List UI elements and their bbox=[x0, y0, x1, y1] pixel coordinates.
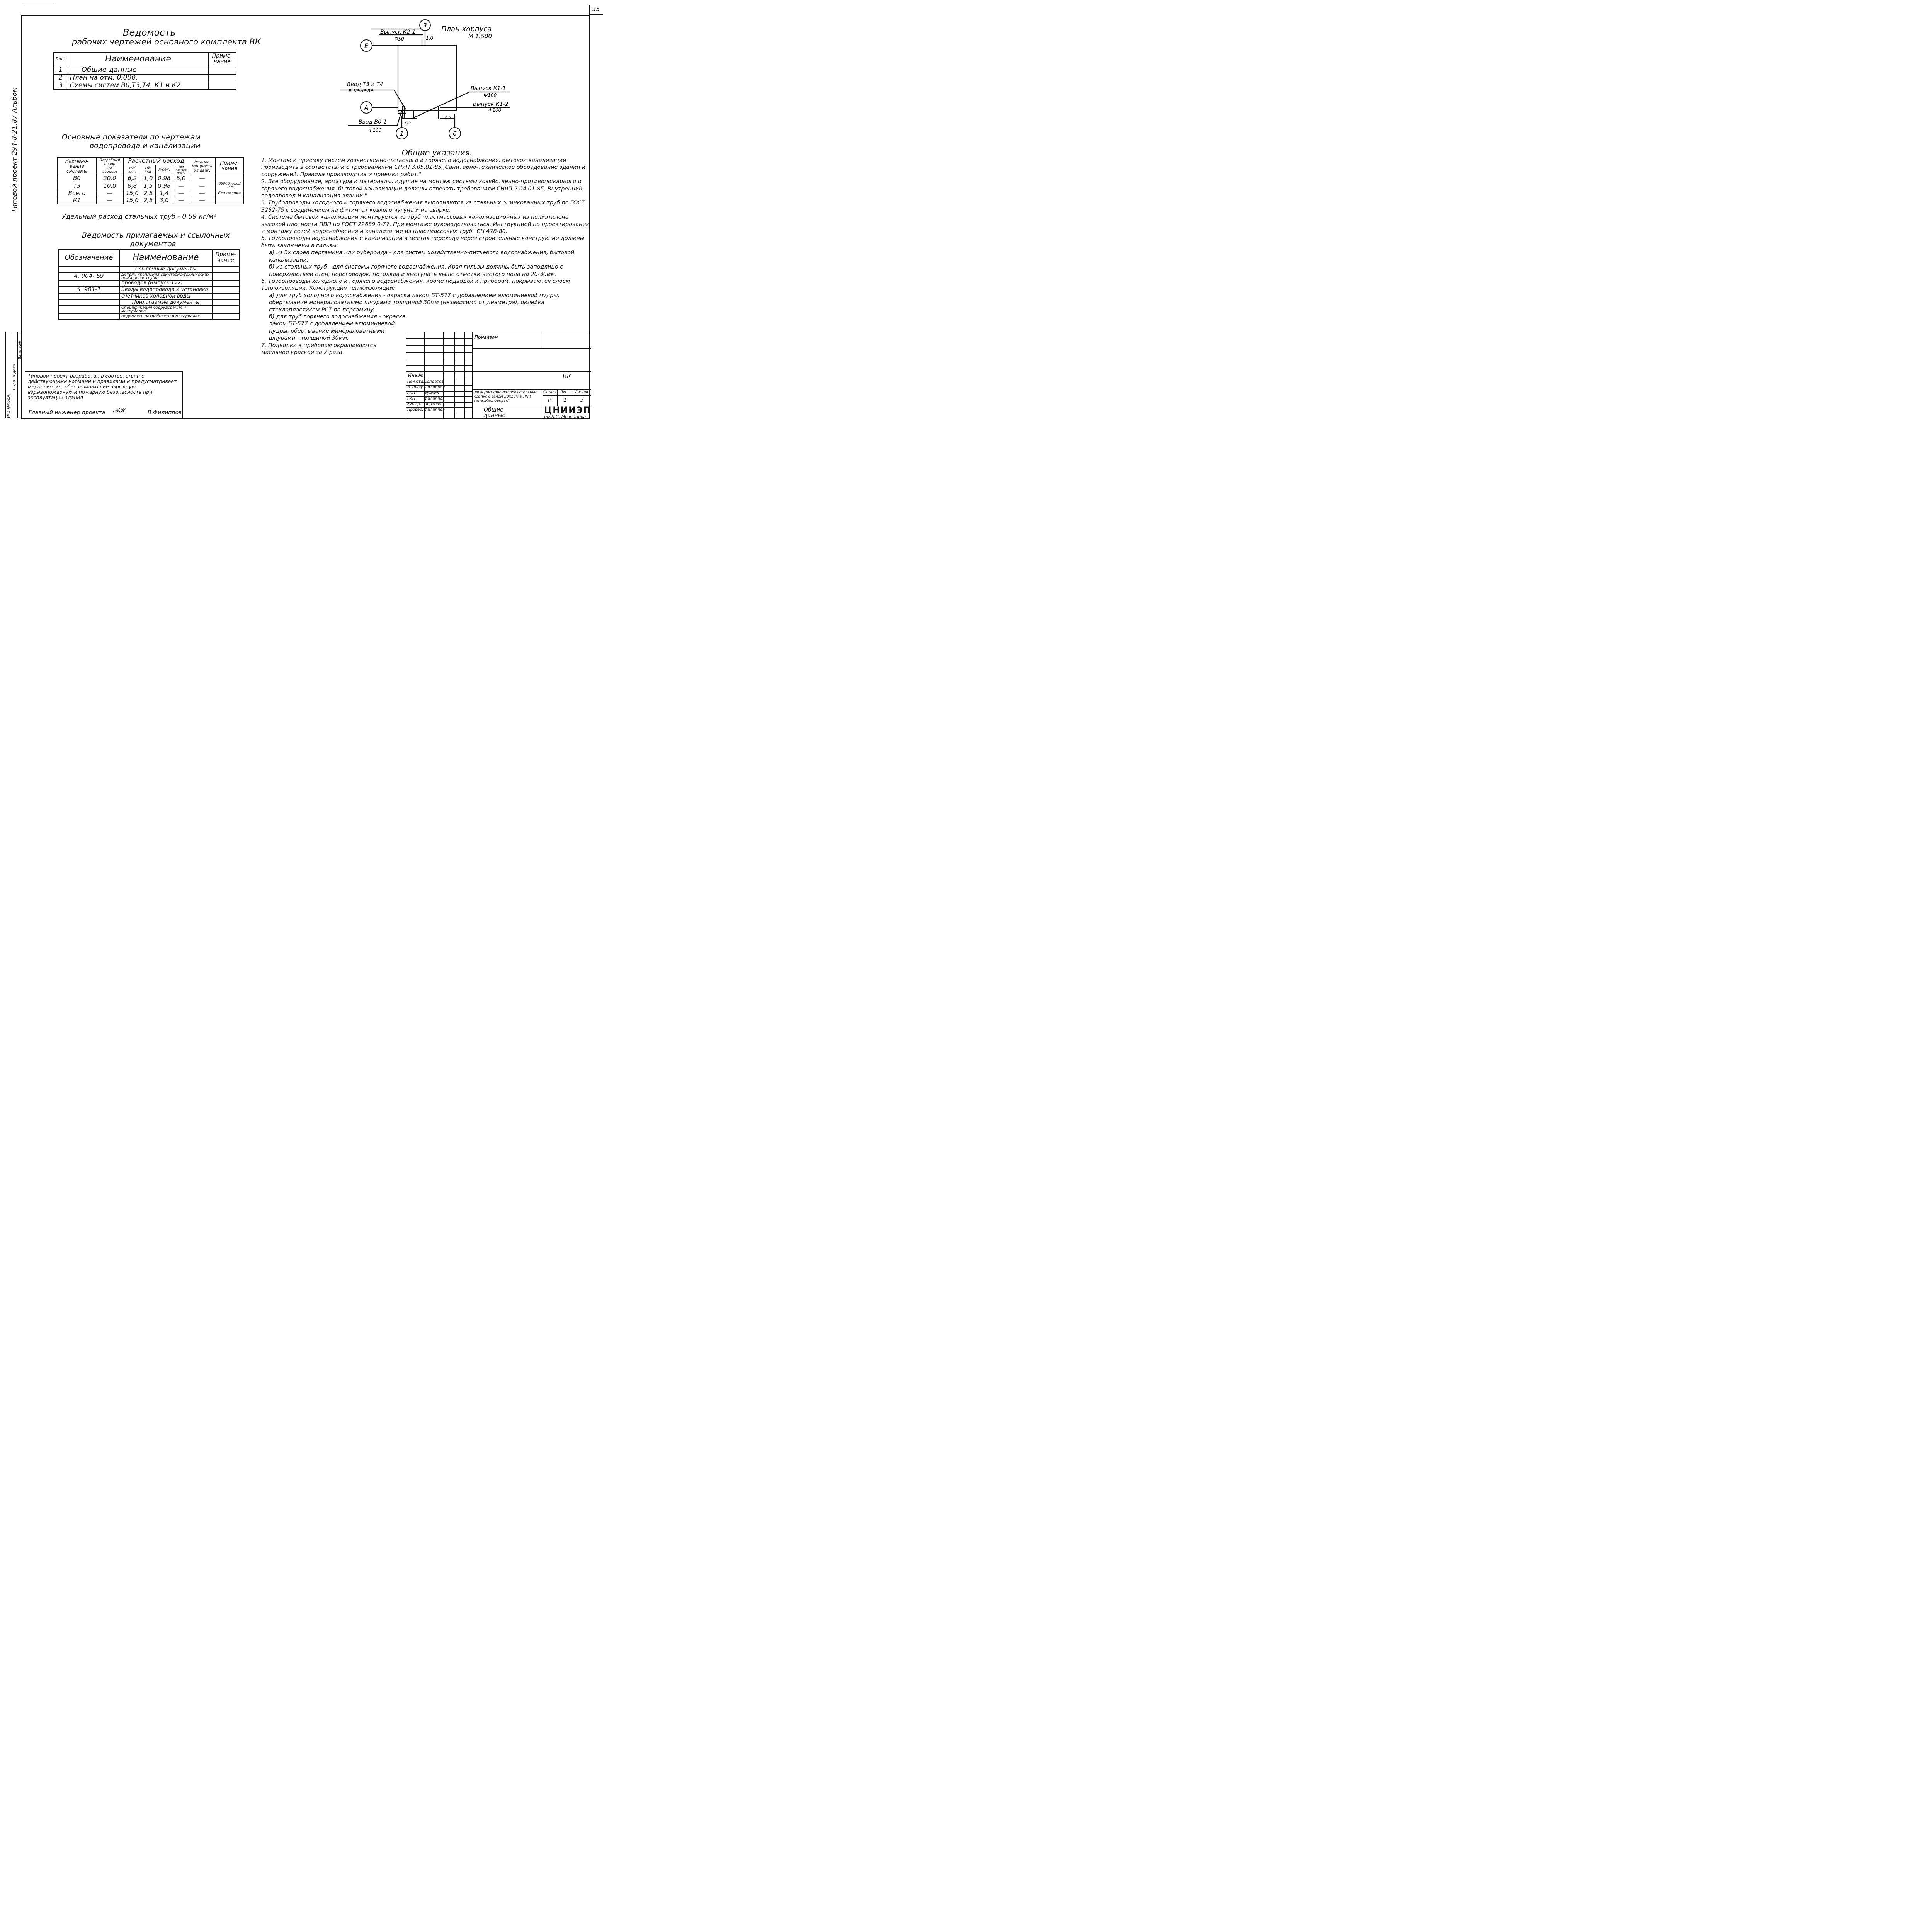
privyazan-label: Привязан bbox=[474, 335, 498, 340]
sheets-header: Листов bbox=[575, 390, 588, 394]
note-4: 4. Система бытовой канализации монтируется из труб пластмассовых канализационных из полиэтилена высокой плотности ПВП по ГОСТ 22689.0-77. При монтаже руководствоваться,,Инструкцией по проектированию и монтажу сетей водоснабжения и канализации из пластмассовых труб" СН 478-80. bbox=[261, 214, 591, 235]
table-row: проводов (Выпуск 1и2) bbox=[58, 280, 239, 286]
inlet-t3t4-label: Ввод Т3 и Т4 bbox=[347, 82, 383, 88]
out-k12-label: Выпуск К1-2 bbox=[473, 101, 509, 107]
chief-signature: 𝓐𝓚 bbox=[113, 406, 125, 414]
docs-title-2: документов bbox=[130, 240, 176, 248]
note-5b: б) из стальных труб - для системы горячего водоснабжения. Края гильзы должны быть заподлицо с поверхностями стен, перегородок, потолков и выступать выше отметки чистого пола на 20-30мм. bbox=[269, 264, 563, 277]
plan-title: План корпуса bbox=[441, 25, 492, 33]
stamp-columns bbox=[5, 332, 22, 418]
page-number: 35 bbox=[592, 5, 600, 13]
note-7: 7. Подводки к приборам окрашиваются масляной краской за 2 раза. bbox=[261, 342, 377, 355]
object-name: Физкультурно-оздоровительный корпус с залом 30х18м в ЛПК типа,,Кисловодск" bbox=[474, 390, 537, 403]
note-6a: а) для труб холодного водоснабжения - окраска лаком БТ-577 с добавлением алюминиевой пудры, обертывание минераловатными шнурами толщиной 30мм (независимо от диаметра), оклейка стеклопластиком РСТ по пергамину. bbox=[269, 292, 560, 313]
note-6: 6. Трубопроводы холодного и горячего водоснабжения, кроме подводок к приборам, покрываются слоем теплоизоляции. Конструкция теплоизоляции: bbox=[261, 278, 570, 292]
table-row: Всего — 15,0 2,5 1,4 — — без полива bbox=[58, 190, 244, 197]
table-row: Ссылочные документы bbox=[58, 266, 239, 272]
side-label: Типовой проект 294-8-21.87 Альбом bbox=[11, 87, 19, 213]
sheet-code: ВК bbox=[563, 372, 571, 380]
table-row: Ведомость потребности в материалах bbox=[58, 313, 239, 320]
axis-e-label: Е bbox=[364, 42, 369, 49]
vedomost-table bbox=[53, 52, 236, 90]
note-1: 1. Монтаж и приемку систем хозяйственно-питьевого и горячего водоснабжения, бытовой канализации производить в соответствии с требованиями СНиП 3.05.01-85,,Санитарно-техническое оборудование зданий и сооружений. Правила производства и приемки работ." bbox=[261, 157, 586, 178]
sheet-value: 1 bbox=[563, 397, 567, 403]
general-title: Общие указания. bbox=[402, 148, 473, 157]
dim-25: 2,5 bbox=[397, 109, 403, 114]
page-number-box bbox=[589, 5, 603, 15]
docs-table: Обозначение Наименование Приме- чание Ссылочные документы 4. 904- 69 Детали крепления санитарно-технических приборов и трубо- проводов (Выпуск 1и2) 5. 901-1 Вводы водопровода и установка счетчиков холодной воды Прилагаемые документы Спецификация оборудования и материалов Ведомость потребности в материалах bbox=[58, 249, 240, 320]
dim-75a: 7,5 bbox=[404, 120, 411, 125]
table-row: Т3 10,0 8,8 1,5 0,98 — — 95000 ккал/час bbox=[58, 182, 244, 190]
role-row: Нач.отд.Солдатов Н.контр.Филиппов ГИП Буцких ГИП Филиппов Рук.гр. Портная Провер. Филиппов bbox=[407, 379, 445, 412]
footnote-box bbox=[25, 371, 183, 418]
note-5a: а) из 3х слоев пергамина или рубероида - для систем хозяйственно-питьевого водоснабжения, бытовой канализации. bbox=[269, 250, 575, 263]
indicators-table: Наимено- вание системы Потребный напор на вводе,м Расчетный расход Установ. мощность эл.двиг. Приме- чания м3/ /сут. м3/ /час л/сек. при пожаре л/сек. В0 20,0 6,2 1,0 0,98 5,0 — Т3 10,0 8,8 1,5 0,98 — — 95000 ккал/час Всего — 15,0 2,5 1,4 — — без полива К1 — 15,0 2,5 3,0 — — bbox=[57, 157, 244, 204]
stage-header: Стадия bbox=[543, 390, 557, 394]
org-logo: ЦНИИЭП bbox=[544, 406, 592, 415]
note-5: 5. Трубопроводы водоснабжения и канализации в местах перехода через строительные конструкции должны быть заключены в гильзы: bbox=[261, 235, 585, 249]
chief-name: В.Филиппов. bbox=[148, 410, 184, 416]
table-row: К1 — 15,0 2,5 3,0 — — bbox=[58, 197, 244, 204]
indicators-title-2: водопровода и канализации bbox=[90, 141, 201, 150]
sheet-header: Лист bbox=[560, 390, 569, 394]
table-row: 4. 904- 69 Детали крепления санитарно-технических приборов и трубо- bbox=[58, 272, 239, 280]
in-channel-label: в канале bbox=[349, 88, 374, 94]
d100a-label: Ф100 bbox=[484, 92, 497, 98]
indicators-title-1: Основные показатели по чертежам bbox=[62, 133, 201, 141]
stamp-col-1: Инв.№подл. bbox=[7, 394, 11, 418]
table-row: В0 20,0 6,2 1,0 0,98 5,0 — bbox=[58, 175, 244, 182]
inlet-b01-label: Ввод В0-1 bbox=[359, 119, 387, 125]
out-k11-label: Выпуск К1-1 bbox=[471, 85, 506, 92]
vedomost-title-1: Ведомость bbox=[123, 27, 176, 38]
footnote-text: Типовой проект разработан в соответствии с действующими нормами и правилами и предусматривает мероприятия, обеспечивающие взрывную, взрывопожарную и пожарную безопасность при эксплуатации здания bbox=[28, 373, 177, 400]
col-sheet: Лист bbox=[53, 52, 68, 66]
out-k21-label: Выпуск К2-1 bbox=[380, 29, 416, 35]
d50-label: Ф50 bbox=[394, 36, 404, 42]
stage-value: Р bbox=[548, 397, 551, 403]
table-row: Спецификация оборудования и материалов bbox=[58, 306, 239, 313]
general-notes bbox=[261, 157, 594, 356]
table-row: 2 План на отм. 0.000. bbox=[53, 74, 236, 82]
d100c-label: Ф100 bbox=[369, 128, 382, 133]
plan-scale: М 1:500 bbox=[468, 33, 492, 40]
col-note: Приме- чание bbox=[208, 52, 236, 66]
note-6b: б) для труб горячего водоснабжения - окраска лаком БТ-577 с добавлением алюминиевой пудры, обертывание минераловатными шнурами - толщиной 30мм. bbox=[269, 313, 406, 342]
table-row: 3 Схемы систем В0,Т3,Т4, К1 и К2 bbox=[53, 82, 236, 90]
specific-consumption: Удельный расход стальных труб - 0,59 кг/м² bbox=[62, 213, 216, 221]
col-name: Наименование bbox=[68, 52, 208, 66]
axis-6-label: 6 bbox=[452, 130, 457, 137]
sheets-value: 3 bbox=[580, 397, 584, 403]
vedomost-title-2: рабочих чертежей основного комплекта ВК bbox=[72, 37, 261, 46]
building-plan bbox=[340, 17, 510, 145]
axis-1-label: 1 bbox=[400, 130, 404, 137]
title-block bbox=[406, 332, 590, 419]
table-row: Прилагаемые документы bbox=[58, 299, 239, 306]
stamp-col-3: Вз.инв.№ bbox=[18, 341, 22, 359]
note-3: 3. Трубопроводы холодного и горячего водоснабжения выполняются из стальных оцинкованных труб по ГОСТ 3262-75 с соединением на фитингах ковкого чугуна и на сварке. bbox=[261, 200, 585, 213]
docs-title-1: Ведомость прилагаемых и ссылочных bbox=[82, 231, 230, 240]
note-2: 2. Все оборудование, арматура и материалы, идущие на монтаж системы хозяйственно-противопожарного и горячего водоснабжения, бытовой канализации должны отвечать требованиям СНиП 2.04.01-85,,Внутренний водопровод и канализация зданий." bbox=[261, 179, 583, 199]
d100b-label: Ф100 bbox=[488, 107, 502, 113]
table-row: счетчиков холодной воды bbox=[58, 293, 239, 299]
axis-a-label: А bbox=[364, 104, 369, 111]
stamp-col-2: Подп. и дата bbox=[12, 364, 17, 390]
building-outline bbox=[398, 46, 457, 111]
org-subtitle: им.Б.С. Мезенцева bbox=[544, 414, 586, 419]
inv-label: Инв.№ bbox=[408, 372, 424, 378]
chief-label: Главный инженер проекта bbox=[29, 410, 105, 416]
dim-10: 1,0 bbox=[426, 36, 434, 41]
axis-3-label: 3 bbox=[423, 22, 427, 29]
table-row: 5. 901-1 Вводы водопровода и установка bbox=[58, 286, 239, 293]
doc-title: Общие данные bbox=[484, 407, 506, 418]
dim-75b: 7,5 bbox=[444, 115, 451, 120]
table-row: 1 Общие данные bbox=[53, 66, 236, 74]
